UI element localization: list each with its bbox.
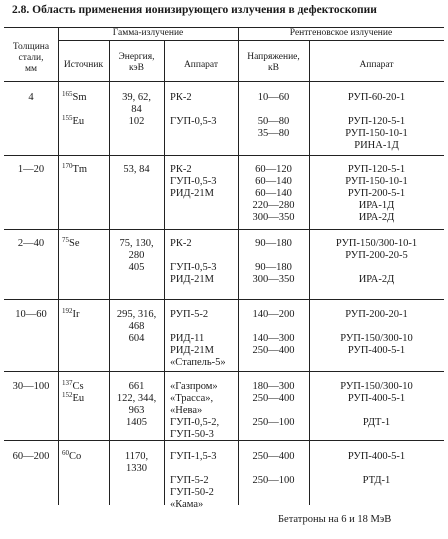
xray-line: РУП-150-10-1: [345, 176, 408, 187]
apparatus-line: ГУП-0,5-3: [170, 176, 217, 187]
row-divider: [4, 229, 444, 230]
xray-line: [309, 262, 444, 274]
cell-energy: [109, 451, 164, 475]
xray-line: ИРА-1Д: [358, 200, 395, 211]
isotope-mass: 152: [62, 391, 73, 399]
xray-line: РУП-400-5-1: [347, 345, 406, 356]
cell-source: [62, 451, 109, 463]
cell-xray: [309, 451, 444, 487]
xray-line: РУП-200-20-1: [345, 309, 408, 320]
apparatus-line: «Стапель-5»: [170, 357, 226, 368]
isotope: [62, 92, 109, 104]
isotope-element: Ir: [72, 309, 80, 320]
voltage-line: 250—400: [252, 451, 295, 462]
header-gamma-group: Гамма-излучение: [112, 28, 184, 38]
cell-voltage: [238, 309, 309, 357]
voltage-line: [238, 463, 309, 475]
header-source: Источник: [63, 60, 104, 70]
xray-line: РУП-200-20-5: [345, 250, 408, 261]
xray-line: [309, 463, 444, 475]
energy-line: 102: [128, 116, 145, 127]
isotope-mass: 60: [62, 449, 69, 457]
cell-source: [62, 92, 109, 128]
energy-line: 963: [128, 405, 145, 416]
cell-xray: [309, 381, 444, 429]
cell-voltage: [238, 92, 309, 140]
cell-thickness: [4, 309, 58, 321]
apparatus-line: ГУП-0,5-3: [170, 116, 217, 127]
apparatus-line: [170, 321, 238, 333]
apparatus-line: ГУП-50-3: [170, 429, 214, 440]
cell-thickness: [4, 92, 58, 104]
isotope-mass: 165: [62, 90, 73, 98]
voltage-line: [238, 250, 309, 262]
isotope-element: Tm: [72, 164, 88, 175]
cell-thickness: [4, 164, 58, 176]
voltage-line: [238, 405, 309, 417]
cell-xray: [309, 164, 444, 224]
xray-line: РУП-150/300-10: [340, 333, 413, 344]
cell-apparatus: [170, 381, 238, 441]
col-divider: [58, 27, 59, 505]
header-xray-apparatus: Аппарат: [359, 60, 394, 70]
voltage-line: 10—60: [257, 92, 290, 103]
isotope-element: Eu: [72, 116, 85, 127]
voltage-line: 90—180: [255, 238, 292, 249]
cell-energy: [109, 309, 164, 345]
thickness-value: 1—20: [17, 164, 45, 175]
apparatus-line: РИД-11: [170, 333, 205, 344]
isotope-mass: 192: [62, 307, 73, 315]
voltage-line: 50—80: [257, 116, 290, 127]
xray-line: [309, 405, 444, 417]
row-divider: [4, 299, 444, 300]
energy-line: 661: [128, 381, 145, 392]
apparatus-line: «Нева»: [170, 405, 203, 416]
voltage-line: 60—120: [255, 164, 292, 175]
isotope: [62, 164, 109, 176]
cell-voltage: [238, 238, 309, 286]
isotope-element: Co: [69, 451, 82, 462]
cell-apparatus: [170, 451, 238, 511]
energy-line: 1330: [126, 463, 147, 474]
energy-line: 1170,: [124, 451, 149, 462]
energy-line: 75, 130,: [119, 238, 154, 249]
voltage-line: 90—180: [255, 262, 292, 273]
xray-line: ИРА-2Д: [358, 274, 395, 285]
col-divider: [164, 40, 165, 505]
voltage-line: 180—300: [252, 381, 295, 392]
energy-line: 39, 62,: [122, 92, 151, 103]
isotope-mass: 170: [62, 162, 73, 170]
apparatus-line: [170, 250, 238, 262]
energy-line: 280: [128, 250, 145, 261]
cell-thickness: [4, 238, 58, 250]
voltage-line: 250—400: [252, 393, 295, 404]
header-thickness: Толщина стали, мм: [12, 42, 50, 74]
thickness-value: 4: [28, 92, 34, 103]
header-xray-group: Рентгеновское излучение: [289, 28, 393, 38]
isotope-element: Sm: [72, 92, 87, 103]
voltage-line: 220—280: [252, 200, 295, 211]
cell-thickness: [4, 451, 58, 463]
energy-line: 405: [128, 262, 145, 273]
cell-energy: [109, 164, 164, 176]
voltage-line: [238, 321, 309, 333]
thickness-value: 30—100: [12, 381, 50, 392]
apparatus-line: РК-2: [170, 238, 192, 249]
isotope-mass: 137: [62, 379, 73, 387]
group-header-rule: [58, 40, 444, 41]
cell-apparatus: [170, 164, 238, 200]
xray-line: РДТ-1: [362, 417, 391, 428]
xray-line: РУП-200-5-1: [347, 188, 406, 199]
cell-xray: [309, 309, 444, 357]
header-voltage: Напряжение, кВ: [247, 52, 300, 73]
apparatus-line: [170, 463, 238, 475]
apparatus-line: РИД-21М: [170, 274, 214, 285]
apparatus-line: РИД-21М: [170, 188, 214, 199]
header-energy: Энергия, кэВ: [118, 52, 155, 73]
voltage-line: 60—140: [255, 188, 292, 199]
xray-line: РУП-150/300-10-1: [335, 238, 418, 249]
xray-line: РУП-150/300-10: [340, 381, 413, 392]
voltage-line: [238, 104, 309, 116]
isotope-element: Eu: [72, 393, 85, 404]
apparatus-line: РИД-21М: [170, 345, 214, 356]
energy-line: 604: [128, 333, 145, 344]
xray-line: РИНА-1Д: [354, 140, 399, 151]
apparatus-line: ГУП-50-2: [170, 487, 214, 498]
xray-line: РУП-150-10-1: [345, 128, 408, 139]
apparatus-line: [170, 104, 238, 116]
cell-apparatus: [170, 309, 238, 369]
isotope-mass: 155: [62, 114, 73, 122]
isotope: [62, 393, 109, 405]
xray-line: РУП-120-5-1: [347, 116, 406, 127]
xray-line: РУП-60-20-1: [347, 92, 406, 103]
energy-line: 1405: [126, 417, 147, 428]
voltage-line: 35—80: [257, 128, 290, 139]
isotope-element: Se: [69, 238, 80, 249]
table-title: 2.8. Область применения ионизирующего излучения в дефектоскопии: [12, 4, 377, 16]
energy-line: 84: [131, 104, 142, 115]
apparatus-line: «Газпром»: [170, 381, 218, 392]
cell-apparatus: [170, 92, 238, 128]
cell-xray: [309, 238, 444, 286]
isotope: [62, 238, 109, 250]
cell-energy: [109, 238, 164, 274]
cell-voltage: [238, 381, 309, 429]
voltage-line: 60—140: [255, 176, 292, 187]
apparatus-line: «Кама»: [170, 499, 204, 510]
xray-line: РУП-120-5-1: [347, 164, 406, 175]
apparatus-line: РУП-5-2: [170, 309, 209, 320]
cell-source: [62, 381, 109, 405]
isotope: [62, 116, 109, 128]
voltage-line: 300—350: [252, 212, 295, 223]
cell-voltage: [238, 451, 309, 487]
thickness-value: 60—200: [12, 451, 50, 462]
cell-apparatus: [170, 238, 238, 286]
xray-line: РУП-400-5-1: [347, 393, 406, 404]
xray-line: [309, 321, 444, 333]
xray-line: ИРА-2Д: [358, 212, 395, 223]
apparatus-line: РК-2: [170, 92, 192, 103]
cell-voltage: [238, 164, 309, 224]
energy-line: 53, 84: [123, 164, 150, 175]
thickness-value: 10—60: [15, 309, 47, 320]
voltage-line: 250—100: [252, 417, 295, 428]
voltage-line: 250—400: [252, 345, 295, 356]
row-divider: [4, 155, 444, 156]
isotope: [62, 451, 109, 463]
isotope-mass: 75: [62, 236, 69, 244]
table-footnote: Бетатроны на 6 и 18 МэВ: [278, 514, 392, 525]
energy-line: 295, 316,: [116, 309, 157, 320]
row-divider: [4, 371, 444, 372]
cell-energy: [109, 92, 164, 128]
isotope: [62, 309, 109, 321]
voltage-line: 140—300: [252, 333, 295, 344]
apparatus-line: ГУП-5-2: [170, 475, 209, 486]
apparatus-line: РК-2: [170, 164, 192, 175]
isotope-element: Cs: [72, 381, 84, 392]
voltage-line: 140—200: [252, 309, 295, 320]
energy-line: 468: [128, 321, 145, 332]
header-bottom-rule: [4, 81, 444, 82]
cell-source: [62, 238, 109, 250]
cell-thickness: [4, 381, 58, 393]
cell-source: [62, 309, 109, 321]
energy-line: 122, 344,: [116, 393, 157, 404]
xray-line: [309, 104, 444, 116]
apparatus-line: ГУП-0,5-2,: [170, 417, 220, 428]
xray-line: РТД-1: [362, 475, 391, 486]
apparatus-line: «Трасса»,: [170, 393, 214, 404]
cell-energy: [109, 381, 164, 429]
thickness-value: 2—40: [17, 238, 45, 249]
voltage-line: 250—100: [252, 475, 295, 486]
cell-xray: [309, 92, 444, 152]
xray-line: РУП-400-5-1: [347, 451, 406, 462]
header-apparatus: Аппарат: [183, 60, 219, 70]
apparatus-line: ГУП-1,5-3: [170, 451, 217, 462]
voltage-line: 300—350: [252, 274, 295, 285]
cell-source: [62, 164, 109, 176]
apparatus-line: ГУП-0,5-3: [170, 262, 217, 273]
